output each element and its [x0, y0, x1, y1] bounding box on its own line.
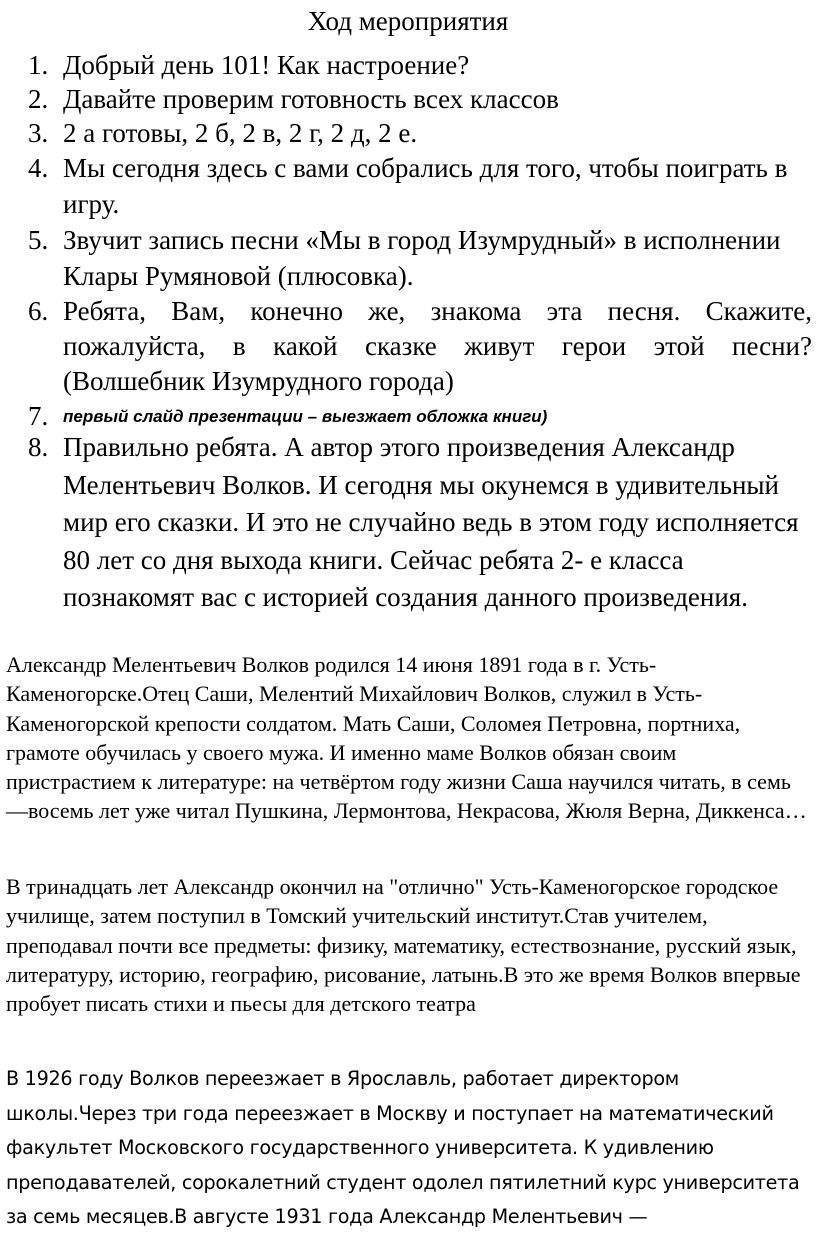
list-item-number: 5. [28, 225, 49, 255]
biography-paragraph: В тринадцать лет Александр окончил на "отлично" Усть-Каменогорское городское училище, затем поступил в Томский учительский институт.Став учителем, преподавал почти все предметы: физику, математику, естествознание, русский язык, литературу, историю, географию, рисование, латынь.В это же время Волков впервые пробует писать стихи и пьесы для детского театра [6, 874, 801, 1017]
list-item-number: 3. [28, 118, 49, 148]
list-item-text: Звучит запись песни «Мы в город Изумрудный» в исполнении Клары Румяновой (плюсовка). [63, 225, 781, 291]
list-item [0, 150, 816, 222]
list-item-text: первый слайд презентации – выезжает обложка книги) [63, 407, 548, 426]
list-item [0, 222, 816, 294]
page-title: Ход мероприятия [307, 6, 509, 36]
list-item [0, 48, 816, 82]
list-item-number: 2. [28, 84, 49, 114]
event-plan-list [0, 48, 816, 617]
list-item-number: 1. [28, 50, 49, 80]
list-item-number: 7. [28, 401, 49, 431]
list-item-text: Ребята, Вам, конечно же, знакома эта песня. Скажите, пожалуйста, в какой сказке живут герои этой песни? (Волшебник Изумрудного города) [63, 296, 812, 396]
list-item-text: Правильно ребята. А автор этого произведения Александр Мелентьевич Волков. И сегодня мы окунемся в удивительный мир его сказки. И это не случайно ведь в этом году исполняется 80 лет со дня выхода книги. Сейчас ребята 2- е класса познакомят вас с историей создания данного произведения. [63, 432, 799, 612]
list-item [0, 116, 816, 150]
list-item-text: Мы сегодня здесь с вами собрались для того, чтобы поиграть в игру. [63, 153, 788, 219]
list-item-text: Добрый день 101! Как настроение? [63, 50, 470, 80]
list-item [0, 294, 816, 399]
list-item [0, 399, 816, 429]
list-item-number: 6. [28, 296, 49, 326]
biography-paragraph: В 1926 году Волков переезжает в Ярославль, работает директором школы.Через три года переезжает в Москву и поступает на математический факультет Московского государственного университета. К удивлению преподавателей, сорокалетний студент одолел пятилетний курс университета за семь месяцев.В августе 1931 года Александр Мелентьевич — [6, 1067, 800, 1228]
list-item-number: 8. [28, 432, 49, 462]
list-item-text: Давайте проверим готовность всех классов [63, 84, 559, 114]
list-item [0, 429, 816, 617]
biography-paragraph: Александр Мелентьевич Волков родился 14 июня 1891 года в г. Усть-Каменогорске.Отец Саши, Мелентий Михайлович Волков, служил в Усть-Каменогорской крепости солдатом. Мать Саши, Соломея Петровна, портниха, грамоте обучилась у своего мужа. И именно маме Волков обязан своим пристрастием к литературе: на четвёртом году жизни Саша научился читать, в семь—восемь лет уже читал Пушкина, Лермонтова, Некрасова, Жюля Верна, Диккенса… [6, 652, 807, 824]
list-item [0, 82, 816, 116]
list-item-number: 4. [28, 153, 49, 183]
list-item-text: 2 а готовы, 2 б, 2 в, 2 г, 2 д, 2 е. [63, 118, 418, 148]
